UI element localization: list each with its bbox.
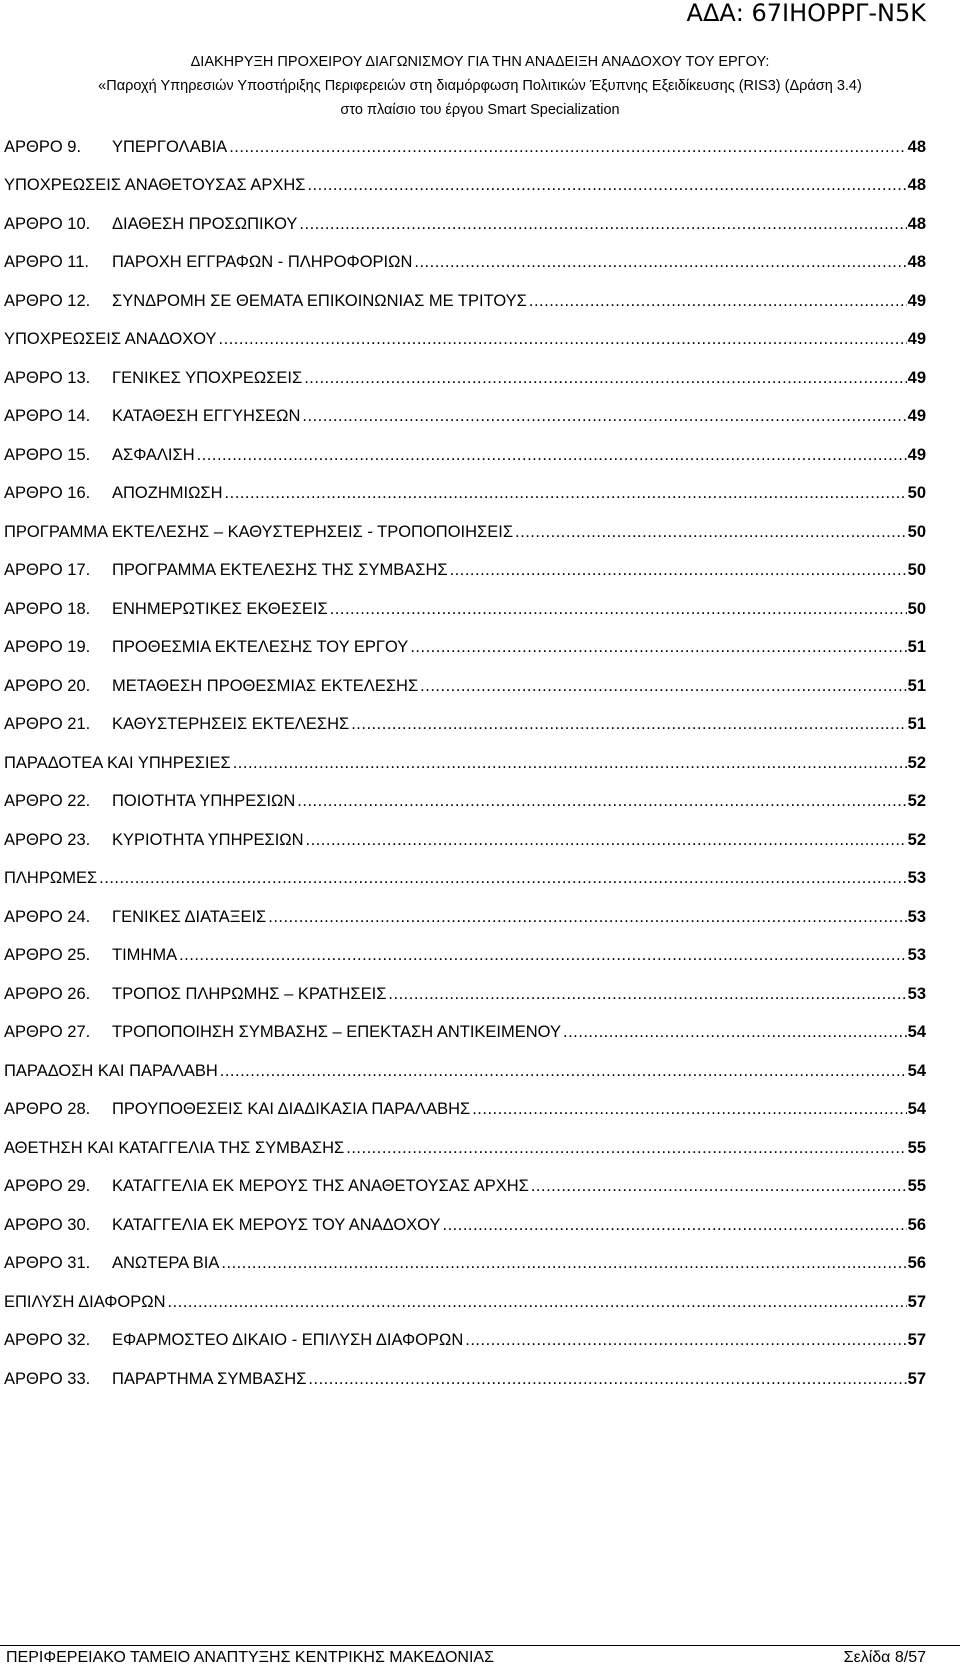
toc-entry-page: 50	[907, 561, 926, 580]
toc-entry-title: ΑΝΩΤΕΡΑ ΒΙΑ	[112, 1254, 220, 1273]
toc-dot-leader	[515, 523, 907, 542]
toc-entry[interactable]	[4, 1245, 926, 1284]
toc-entry-page: 51	[907, 638, 926, 657]
toc-entry[interactable]	[4, 128, 926, 167]
toc-entry[interactable]	[4, 975, 926, 1014]
toc-entry-title: ΠΑΡΑΡΤΗΜΑ ΣΥΜΒΑΣΗΣ	[112, 1369, 307, 1388]
toc-entry[interactable]	[4, 1091, 926, 1130]
toc-entry[interactable]	[4, 783, 926, 822]
toc-entry[interactable]	[4, 475, 926, 514]
toc-entry-number: ΑΡΘΡΟ 28.	[4, 1100, 91, 1119]
toc-entry[interactable]	[4, 552, 926, 591]
toc-entry[interactable]	[4, 706, 926, 745]
toc-entry-number: ΑΡΘΡΟ 22.	[4, 792, 91, 811]
toc-entry-page: 53	[907, 984, 926, 1003]
toc-dot-leader	[450, 561, 907, 580]
toc-dot-leader	[299, 215, 906, 234]
toc-entry[interactable]	[4, 321, 926, 360]
toc-entry-page: 49	[907, 330, 926, 349]
toc-dot-leader	[225, 484, 907, 503]
toc-entry-title: ΑΣΦΑΛΙΣΗ	[112, 445, 195, 464]
toc-entry-title: ΑΠΟΖΗΜΙΩΣΗ	[112, 484, 223, 503]
toc-dot-leader	[233, 754, 907, 773]
toc-entry-title: ΠΡΟΥΠΟΘΕΣΕΙΣ ΚΑΙ ΔΙΑΔΙΚΑΣΙΑ ΠΑΡΑΛΑΒΗΣ	[112, 1100, 471, 1119]
toc-entry-page: 56	[907, 1254, 926, 1273]
toc-dot-leader	[221, 1254, 906, 1273]
toc-entry-title: ΠΑΡΑΔΟΤΕΑ ΚΑΙ ΥΠΗΡΕΣΙΕΣ	[4, 753, 231, 772]
toc-entry-title: ΕΠΙΛΥΣΗ ΔΙΑΦΟΡΩΝ	[4, 1292, 166, 1311]
toc-entry-page: 54	[907, 1061, 926, 1080]
toc-entry-page: 52	[907, 792, 926, 811]
toc-entry-title: ΕΝΗΜΕΡΩΤΙΚΕΣ ΕΚΘΕΣΕΙΣ	[112, 599, 328, 618]
toc-entry-number: ΑΡΘΡΟ 19.	[4, 638, 91, 657]
toc-entry-title: ΤΙΜΗΜΑ	[112, 946, 178, 965]
toc-entry[interactable]	[4, 1206, 926, 1245]
toc-dot-leader	[472, 1100, 906, 1119]
toc-entry-number: ΑΡΘΡΟ 18.	[4, 599, 91, 618]
toc-entry-title: ΥΠΕΡΓΟΛΑΒΙΑ	[112, 137, 228, 156]
toc-entry-title: ΚΑΤΑΓΓΕΛΙΑ ΕΚ ΜΕΡΟΥΣ ΤΟΥ ΑΝΑΔΟΧΟΥ	[112, 1215, 441, 1234]
toc-entry[interactable]	[4, 937, 926, 976]
toc-entry-page: 50	[907, 484, 926, 503]
footer-divider	[0, 1645, 960, 1646]
toc-entry-page: 49	[907, 445, 926, 464]
toc-entry-page: 55	[907, 1177, 926, 1196]
toc-entry-page: 54	[907, 1100, 926, 1119]
toc-entry-title: ΠΡΟΓΡΑΜΜΑ ΕΚΤΕΛΕΣΗΣ ΤΗΣ ΣΥΜΒΑΣΗΣ	[112, 561, 448, 580]
toc-entry-title: ΠΟΙΟΤΗΤΑ ΥΠΗΡΕΣΙΩΝ	[112, 792, 296, 811]
toc-entry-page: 54	[907, 1023, 926, 1042]
toc-entry-title: ΚΥΡΙΟΤΗΤΑ ΥΠΗΡΕΣΙΩΝ	[112, 830, 304, 849]
toc-entry-title: ΔΙΑΘΕΣΗ ΠΡΟΣΩΠΙΚΟΥ	[112, 214, 298, 233]
toc-entry-page: 52	[907, 830, 926, 849]
toc-dot-leader	[465, 1331, 906, 1350]
toc-dot-leader	[563, 1023, 907, 1042]
toc-entry-page: 51	[907, 715, 926, 734]
toc-entry-number: ΑΡΘΡΟ 15.	[4, 445, 91, 464]
header-line-2: «Παροχή Υπηρεσιών Υποστήριξης Περιφερειών στη διαμόρφωση Πολιτικών Έξυπνης Εξειδίκευσης (RIS3) (Δράση 3.4)	[98, 78, 862, 94]
toc-entry-title: ΚΑΘΥΣΤΕΡΗΣΕΙΣ ΕΚΤΕΛΕΣΗΣ	[112, 715, 350, 734]
toc-dot-leader	[197, 446, 907, 465]
toc-entry-title: ΓΕΝΙΚΕΣ ΔΙΑΤΑΞΕΙΣ	[112, 907, 267, 926]
toc-entry-number: ΑΡΘΡΟ 9.	[4, 137, 82, 156]
toc-dot-leader	[351, 715, 906, 734]
toc-entry-title: ΣΥΝΔΡΟΜΗ ΣΕ ΘΕΜΑΤΑ ΕΠΙΚΟΙΝΩΝΙΑΣ ΜΕ ΤΡΙΤΟΥΣ	[112, 291, 527, 310]
toc-entry[interactable]	[4, 1360, 926, 1399]
toc-entry-page: 49	[907, 407, 926, 426]
footer-page-number: Σελίδα 8/57	[843, 1649, 926, 1666]
toc-entry-title: ΓΕΝΙΚΕΣ ΥΠΟΧΡΕΩΣΕΙΣ	[112, 368, 303, 387]
toc-dot-leader	[219, 330, 907, 349]
toc-entry[interactable]	[4, 205, 926, 244]
toc-entry-title: ΠΡΟΓΡΑΜΜΑ ΕΚΤΕΛΕΣΗΣ – ΚΑΘΥΣΤΕΡΗΣΕΙΣ - ΤΡΟΠΟΠΟΙΗΣΕΙΣ	[4, 522, 514, 541]
toc-dot-leader	[304, 369, 906, 388]
toc-entry[interactable]	[4, 590, 926, 629]
toc-dot-leader	[531, 1177, 907, 1196]
toc-entry-number: ΑΡΘΡΟ 13.	[4, 368, 91, 387]
toc-entry-title: ΠΡΟΘΕΣΜΙΑ ΕΚΤΕΛΕΣΗΣ ΤΟΥ ΕΡΓΟΥ	[112, 638, 409, 657]
ada-code: ΑΔΑ: 67ΙΗΟΡΡΓ-Ν5Κ	[686, 0, 926, 27]
toc-entry-title: ΤΡΟΠΟΠΟΙΗΣΗ ΣΥΜΒΑΣΗΣ – ΕΠΕΚΤΑΣΗ ΑΝΤΙΚΕΙΜΕΝΟΥ	[112, 1023, 561, 1042]
toc-entry-page: 48	[907, 137, 926, 156]
toc-entry[interactable]	[4, 1168, 926, 1207]
toc-entry-number: ΑΡΘΡΟ 33.	[4, 1369, 91, 1388]
toc-dot-leader	[410, 638, 906, 657]
toc-entry[interactable]	[4, 821, 926, 860]
toc-entry-number: ΑΡΘΡΟ 20.	[4, 676, 91, 695]
toc-entry-page: 57	[907, 1369, 926, 1388]
toc-entry-title: ΠΑΡΑΔΟΣΗ ΚΑΙ ΠΑΡΑΛΑΒΗ	[4, 1061, 218, 1080]
toc-entry-page: 48	[907, 253, 926, 272]
toc-dot-leader	[308, 176, 907, 195]
page-footer	[6, 1648, 926, 1668]
toc-entry-title: ΚΑΤΑΘΕΣΗ ΕΓΓΥΗΣΕΩΝ	[112, 407, 301, 426]
toc-entry[interactable]	[4, 629, 926, 668]
toc-dot-leader	[229, 138, 906, 157]
toc-entry[interactable]	[4, 1014, 926, 1053]
toc-entry-page: 51	[907, 676, 926, 695]
toc-dot-leader	[388, 985, 906, 1004]
toc-entry-page: 50	[907, 599, 926, 618]
toc-entry[interactable]	[4, 359, 926, 398]
toc-entry-title: ΑΘΕΤΗΣΗ ΚΑΙ ΚΑΤΑΓΓΕΛΙΑ ΤΗΣ ΣΥΜΒΑΣΗΣ	[4, 1138, 345, 1157]
toc-entry-title: ΚΑΤΑΓΓΕΛΙΑ ΕΚ ΜΕΡΟΥΣ ΤΗΣ ΑΝΑΘΕΤΟΥΣΑΣ ΑΡΧΗΣ	[112, 1177, 529, 1196]
toc-entry[interactable]	[4, 1283, 926, 1322]
toc-entry-number: ΑΡΘΡΟ 25.	[4, 946, 91, 965]
toc-dot-leader	[529, 292, 907, 311]
toc-dot-leader	[168, 1293, 907, 1312]
toc-entry[interactable]	[4, 1052, 926, 1091]
toc-entry-page: 48	[907, 214, 926, 233]
toc-entry[interactable]	[4, 167, 926, 206]
toc-entry-page: 49	[907, 368, 926, 387]
toc-entry[interactable]	[4, 898, 926, 937]
table-of-contents	[4, 128, 926, 1399]
toc-entry-title: ΠΛΗΡΩΜΕΣ	[4, 869, 98, 888]
toc-entry[interactable]	[4, 513, 926, 552]
toc-entry[interactable]	[4, 744, 926, 783]
toc-dot-leader	[330, 600, 907, 619]
toc-entry-title: ΠΑΡΟΧΗ ΕΓΓΡΑΦΩΝ - ΠΛΗΡΟΦΟΡΙΩΝ	[112, 253, 413, 272]
toc-entry-number: ΑΡΘΡΟ 16.	[4, 484, 91, 503]
toc-dot-leader	[297, 792, 906, 811]
toc-dot-leader	[442, 1216, 906, 1235]
toc-entry[interactable]	[4, 436, 926, 475]
toc-entry-title: ΤΡΟΠΟΣ ΠΛΗΡΩΜΗΣ – ΚΡΑΤΗΣΕΙΣ	[112, 984, 387, 1003]
toc-entry-number: ΑΡΘΡΟ 10.	[4, 214, 91, 233]
toc-dot-leader	[414, 253, 906, 272]
toc-entry-page: 53	[907, 946, 926, 965]
toc-entry[interactable]	[4, 860, 926, 899]
toc-entry-number: ΑΡΘΡΟ 30.	[4, 1215, 91, 1234]
toc-entry[interactable]	[4, 282, 926, 321]
toc-entry[interactable]	[4, 398, 926, 437]
toc-dot-leader	[179, 946, 907, 965]
toc-entry-number: ΑΡΘΡΟ 23.	[4, 830, 91, 849]
toc-entry-title: ΜΕΤΑΘΕΣΗ ΠΡΟΘΕΣΜΙΑΣ ΕΚΤΕΛΕΣΗΣ	[112, 676, 419, 695]
toc-dot-leader	[308, 1370, 906, 1389]
header-line-1: ΔΙΑΚΗΡΥΞΗ ΠΡΟΧΕΙΡΟΥ ΔΙΑΓΩΝΙΣΜΟΥ ΓΙΑ ΤΗΝ ΑΝΑΔΕΙΞΗ ΑΝΑΔΟΧΟΥ ΤΟΥ ΕΡΓΟΥ:	[190, 54, 770, 70]
header-line-3: στο πλαίσιο του έργου Smart Specialization	[340, 102, 620, 118]
document-header	[0, 50, 960, 122]
toc-entry[interactable]	[4, 244, 926, 283]
toc-dot-leader	[306, 831, 907, 850]
toc-entry-page: 49	[907, 291, 926, 310]
footer-organization: ΠΕΡΙΦΕΡΕΙΑΚΟ ΤΑΜΕΙΟ ΑΝΑΠΤΥΞΗΣ ΚΕΝΤΡΙΚΗΣ ΜΑΚΕΔΟΝΙΑΣ	[6, 1649, 494, 1666]
toc-entry-number: ΑΡΘΡΟ 11.	[4, 253, 89, 272]
toc-entry-number: ΑΡΘΡΟ 12.	[4, 291, 91, 310]
toc-entry-number: ΑΡΘΡΟ 27.	[4, 1023, 91, 1042]
toc-entry-title: ΥΠΟΧΡΕΩΣΕΙΣ ΑΝΑΔΟΧΟΥ	[4, 330, 217, 349]
toc-dot-leader	[302, 407, 906, 426]
toc-entry-page: 48	[907, 176, 926, 195]
toc-dot-leader	[268, 908, 906, 927]
toc-dot-leader	[99, 869, 906, 888]
toc-entry-page: 50	[907, 522, 926, 541]
toc-entry[interactable]	[4, 667, 926, 706]
toc-entry-number: ΑΡΘΡΟ 29.	[4, 1177, 91, 1196]
toc-entry-page: 53	[907, 907, 926, 926]
toc-dot-leader	[346, 1139, 906, 1158]
toc-entry-title: ΕΦΑΡΜΟΣΤΕΟ ΔΙΚΑΙΟ - ΕΠΙΛΥΣΗ ΔΙΑΦΟΡΩΝ	[112, 1331, 464, 1350]
toc-entry-number: ΑΡΘΡΟ 26.	[4, 984, 91, 1003]
toc-entry-page: 52	[907, 753, 926, 772]
toc-entry-page: 57	[907, 1331, 926, 1350]
toc-entry-number: ΑΡΘΡΟ 21.	[4, 715, 91, 734]
toc-entry-page: 56	[907, 1215, 926, 1234]
toc-dot-leader	[420, 677, 906, 696]
toc-entry-page: 53	[907, 869, 926, 888]
toc-entry[interactable]	[4, 1322, 926, 1361]
toc-dot-leader	[220, 1062, 907, 1081]
toc-entry-page: 55	[907, 1138, 926, 1157]
toc-entry[interactable]	[4, 1129, 926, 1168]
toc-entry-number: ΑΡΘΡΟ 14.	[4, 407, 91, 426]
toc-entry-number: ΑΡΘΡΟ 24.	[4, 907, 91, 926]
toc-entry-number: ΑΡΘΡΟ 17.	[4, 561, 91, 580]
toc-entry-title: ΥΠΟΧΡΕΩΣΕΙΣ ΑΝΑΘΕΤΟΥΣΑΣ ΑΡΧΗΣ	[4, 176, 306, 195]
toc-entry-number: ΑΡΘΡΟ 31.	[4, 1254, 91, 1273]
toc-entry-number: ΑΡΘΡΟ 32.	[4, 1331, 91, 1350]
toc-entry-page: 57	[907, 1292, 926, 1311]
